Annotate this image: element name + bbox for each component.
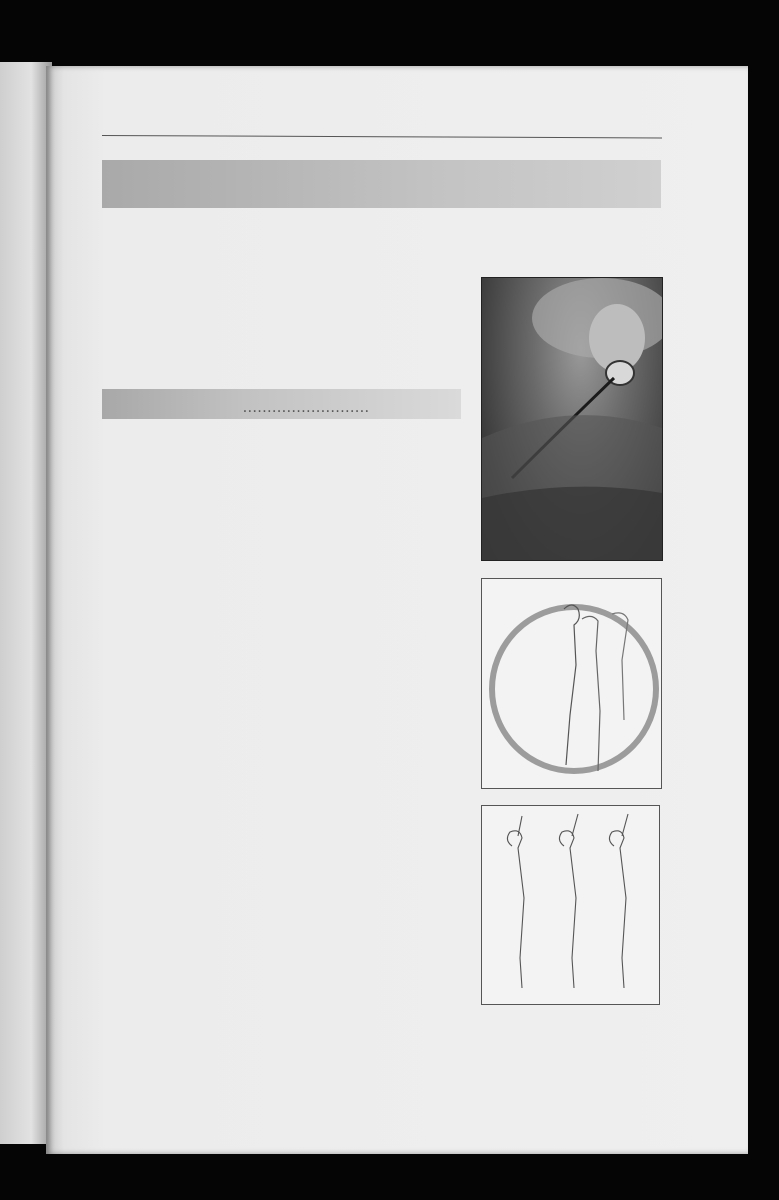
circle-drawing	[482, 579, 661, 788]
meridian-circle-illustration	[481, 578, 662, 789]
vertical-axes-illustration	[481, 805, 660, 1005]
figures-drawing	[482, 806, 659, 1004]
title-band	[102, 160, 661, 208]
section-leader: ..........................	[243, 399, 370, 416]
left-page-edge	[0, 62, 52, 1144]
acupuncture-photo	[481, 277, 663, 561]
photo-drawing	[482, 278, 662, 560]
